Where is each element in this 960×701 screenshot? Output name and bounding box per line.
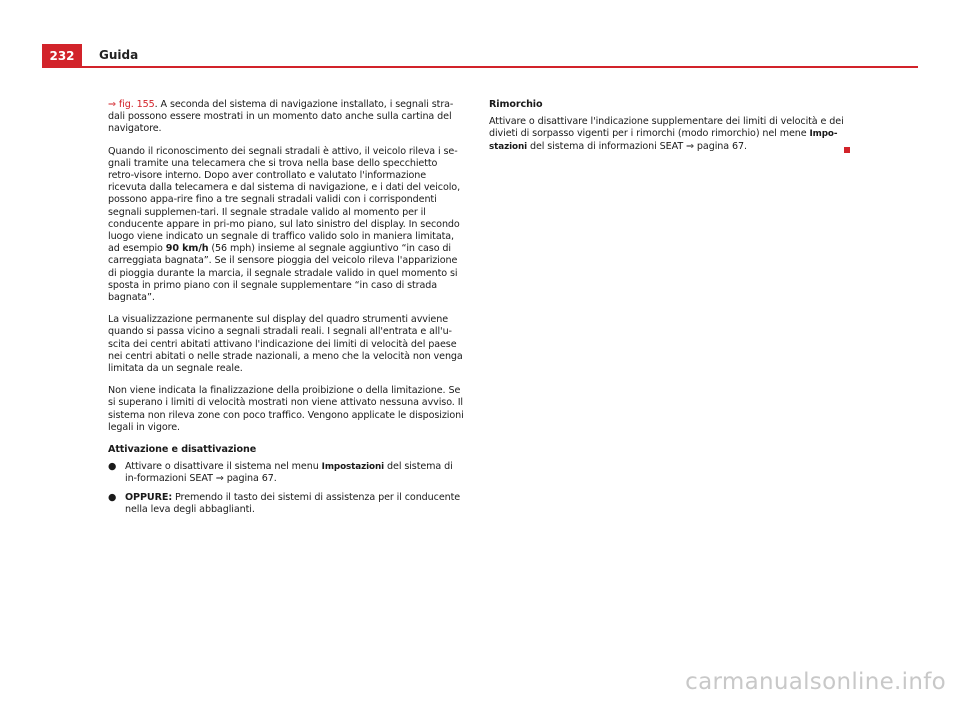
paragraph-intro [108,99,464,136]
paragraph-recognition-text-b: (56 mph) insieme al segnale aggiuntivo “in caso di carreggiata bagnata”. Se il sensore pioggia del veicolo rileva l'apparizione di pioggia durante la marcia, il segnale stradale valido in quel momento si sposta in primo piano con il segnale supplementare “in caso di strada bagnata”. [108,243,458,304]
section-end-marker [844,147,850,153]
paragraph-intro-text: . A seconda del sistema di navigazione installato, i segnali stra-dali possono essere mostrati in un momento dato anche sulla cartina del navigatore. [108,99,454,135]
subheading-trailer: Rimorchio [489,99,543,110]
paragraph-limitations: Non viene indicata la finalizzazione della proibizione o della limitazione. Se si superano i limiti di velocità mostrati non viene attivato nessuna avviso. Il sistema non rileva zone con poco traffico. Vengono applicate le disposizioni legali in vigore. [108,385,464,433]
header-divider [42,66,918,68]
bullet-icon: ● [108,461,117,473]
watermark: carmanualsonline.info [685,669,946,695]
list-item [108,461,464,485]
bullet-icon: ● [108,491,117,503]
oppure-label: OPPURE: [125,491,173,503]
left-column [108,99,464,522]
menu-name-impostazioni: Impo-stazioni [489,129,838,152]
page-number: 232 [42,44,82,68]
paragraph-trailer-text-a: Attivare o disattivare l'indicazione supplementare dei limiti di velocità e dei divieti di sorpasso vigenti per i rimorchi (modo rimorchio) nel mene [489,116,844,140]
paragraph-display: La visualizzazione permanente sul display del quadro strumenti avviene quando si passa vicino a segnali stradali reali. I segnali all'entrata e all'u-scita dei centri abitati attivano l'indicazione dei limiti di velocità del paese nei centri abitati o nelle strade nazionali, a meno che la velocità non venga limitata da un segnale reale. [108,314,463,375]
speed-limit-value: 90 km/h [165,243,209,255]
bullet-text-b: del sistema di in-formazioni SEAT ⇒ pagina 67. [125,461,453,485]
page-title: Guida [99,48,139,62]
paragraph-recognition [108,146,464,305]
paragraph-recognition-text-a: Quando il riconoscimento dei segnali stradali è attivo, il veicolo rileva i se-gnali tramite una telecamera che si trova nella base dello specchietto retro-visore interno. Dopo aver controllato e valutato l'informazione ricevuta dalla telecamera e dal sistema di navigazione, e i dati del veicolo, possono appa-rire fino a tre segnali stradali validi con i corrispondenti segnali supplemen-tari. Il segnale stradale valido al momento per il conducente appare in pri-mo piano, sul lato sinistro del display. In secondo luogo viene indicato un segnale di traffico valido solo in maniera limitata, ad esempio [108,145,461,255]
paragraph-trailer-text-b: del sistema di informazioni SEAT ⇒ pagina 67. [527,140,747,152]
bullet-text-a: Attivare o disattivare il sistema nel menu [125,461,322,473]
figure-link[interactable]: ⇒ fig. 155 [108,99,155,110]
menu-name-impostazioni: Impostazioni [321,462,385,473]
bullet-text-oppure: Premendo il tasto dei sistemi di assistenza per il conducente nella leva degli abbaglianti. [125,491,461,515]
paragraph-trailer [489,116,848,153]
subheading-activation: Attivazione e disattivazione [108,444,257,456]
right-column [489,99,848,163]
list-item [108,492,464,516]
